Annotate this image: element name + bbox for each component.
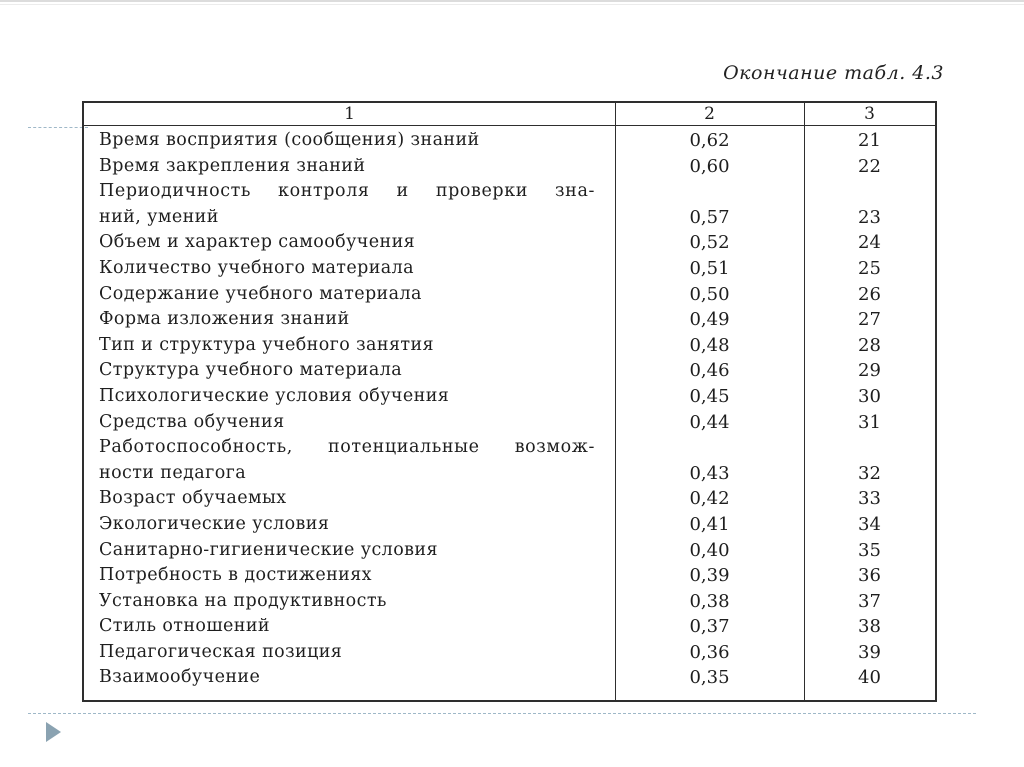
triangle-bullet-icon — [46, 722, 61, 742]
coefficient-cell: 0,52 — [689, 232, 730, 254]
rank-cell: 38 — [858, 616, 881, 638]
factor-name-line: Стиль отношений — [99, 616, 270, 637]
factor-name-line: Время закрепления знаний — [99, 155, 366, 176]
table-row — [84, 410, 935, 436]
table-row — [84, 256, 935, 282]
slide-top-border — [0, 0, 1024, 2]
factor-name-cell — [99, 640, 599, 666]
factor-name-line: Санитарно-гигиенические условия — [99, 539, 438, 560]
coefficient-cell: 0,50 — [689, 283, 730, 305]
table-row — [84, 563, 935, 589]
table-row — [84, 358, 935, 384]
factor-name-line: Количество учебного материала — [99, 257, 414, 278]
column-header-1: 1 — [344, 104, 355, 124]
factor-name-line: Экологические условия — [99, 513, 330, 534]
factor-name-line: Возраст обучаемых — [99, 488, 287, 509]
table-caption: Окончание табл. 4.3 — [723, 62, 944, 84]
rank-cell: 27 — [858, 309, 881, 331]
coefficient-cell: 0,49 — [689, 309, 730, 331]
factor-name-cell — [99, 589, 599, 615]
rank-cell: 28 — [858, 334, 881, 356]
table-row — [84, 614, 935, 640]
factor-name-line: ний, умений — [99, 206, 219, 227]
rank-cell: 39 — [858, 641, 881, 663]
rank-cell: 40 — [858, 667, 881, 689]
coefficient-cell: 0,51 — [689, 257, 730, 279]
rank-cell: 32 — [858, 462, 881, 484]
factor-name-cell — [99, 563, 599, 589]
factor-name-line: ности педагога — [99, 462, 247, 483]
rank-cell: 37 — [858, 590, 881, 612]
table-row — [84, 282, 935, 308]
coefficient-cell: 0,57 — [689, 206, 730, 228]
factor-name-line: Средства обучения — [99, 411, 285, 432]
table-row — [84, 333, 935, 359]
factor-name-line: Содержание учебного материала — [99, 283, 422, 304]
rank-cell: 25 — [858, 257, 881, 279]
table-row — [84, 435, 935, 486]
factor-name-cell — [99, 665, 599, 691]
coefficient-cell: 0,45 — [689, 385, 730, 407]
slide-top-border-inner — [0, 4, 1024, 5]
table-row — [84, 640, 935, 666]
coefficient-cell: 0,38 — [689, 590, 730, 612]
factor-name-cell — [99, 486, 599, 512]
factor-name-cell — [99, 333, 599, 359]
factor-name-cell — [99, 128, 599, 154]
rank-cell: 21 — [858, 130, 881, 151]
factor-name-line: Взаимообучение — [99, 667, 261, 688]
factor-name-line: Тип и структура учебного занятия — [99, 334, 434, 355]
factor-name-cell — [99, 512, 599, 538]
coefficient-cell: 0,41 — [689, 513, 730, 535]
factor-name-cell — [99, 358, 599, 384]
rank-cell: 29 — [858, 360, 881, 382]
header-divider — [84, 125, 935, 126]
column-header-2: 2 — [704, 104, 715, 124]
coefficient-cell: 0,40 — [689, 539, 730, 561]
table-row — [84, 384, 935, 410]
table-row — [84, 665, 935, 691]
coefficient-cell: 0,60 — [689, 155, 730, 177]
factor-name-line: Потребность в достижениях — [99, 565, 372, 586]
factor-name-line: Объем и характер самообучения — [99, 232, 416, 253]
column-header-3: 3 — [864, 104, 875, 124]
rank-cell: 33 — [858, 488, 881, 510]
factor-name-cell — [99, 384, 599, 410]
factor-name-cell — [99, 614, 599, 640]
factor-name-cell — [99, 179, 599, 230]
rank-cell: 24 — [858, 232, 881, 254]
table-row — [84, 154, 935, 180]
table-body — [84, 128, 935, 691]
factor-name-line: Структура учебного материала — [99, 360, 403, 381]
factor-name-cell — [99, 230, 599, 256]
factor-name-cell — [99, 538, 599, 564]
table-row — [84, 538, 935, 564]
factor-name-line: Установка на продуктивность — [99, 590, 387, 611]
coefficient-cell: 0,39 — [689, 565, 730, 587]
dashed-divider-top — [28, 127, 88, 128]
factor-name-cell — [99, 282, 599, 308]
table-row — [84, 512, 935, 538]
coefficient-cell: 0,62 — [689, 130, 730, 151]
factor-name-cell — [99, 435, 599, 486]
factor-name-line: Педагогическая позиция — [99, 641, 343, 662]
coefficient-cell: 0,48 — [689, 334, 730, 356]
table-row — [84, 307, 935, 333]
coefficient-cell: 0,44 — [689, 411, 730, 433]
coefficient-cell: 0,42 — [689, 488, 730, 510]
factor-name-line: Психологические условия обучения — [99, 385, 450, 406]
table-row — [84, 230, 935, 256]
factor-name-line: Время восприятия (сообщения) знаний — [99, 130, 480, 150]
coefficient-cell: 0,35 — [689, 667, 730, 689]
factor-name-line: Периодичность контроля и проверки зна- — [99, 181, 595, 202]
rank-cell: 30 — [858, 385, 881, 407]
rank-cell: 34 — [858, 513, 881, 535]
rank-cell: 31 — [858, 411, 881, 433]
factor-name-cell — [99, 307, 599, 333]
dashed-divider-bottom — [28, 713, 976, 714]
coefficient-cell: 0,36 — [689, 641, 730, 663]
factor-name-cell — [99, 410, 599, 436]
factor-name-line: Работоспособность, потенциальные возмож- — [99, 437, 595, 458]
coefficient-cell: 0,43 — [689, 462, 730, 484]
factor-name-cell — [99, 256, 599, 282]
factor-name-line: Форма изложения знаний — [99, 309, 350, 330]
table-row — [84, 179, 935, 230]
rank-cell: 23 — [858, 206, 881, 228]
coefficient-cell: 0,46 — [689, 360, 730, 382]
rank-cell: 36 — [858, 565, 881, 587]
rank-cell: 35 — [858, 539, 881, 561]
data-table — [82, 101, 937, 702]
rank-cell: 26 — [858, 283, 881, 305]
table-row — [84, 486, 935, 512]
coefficient-cell: 0,37 — [689, 616, 730, 638]
table-row — [84, 589, 935, 615]
rank-cell: 22 — [858, 155, 881, 177]
table-row — [84, 128, 935, 154]
factor-name-cell — [99, 154, 599, 180]
